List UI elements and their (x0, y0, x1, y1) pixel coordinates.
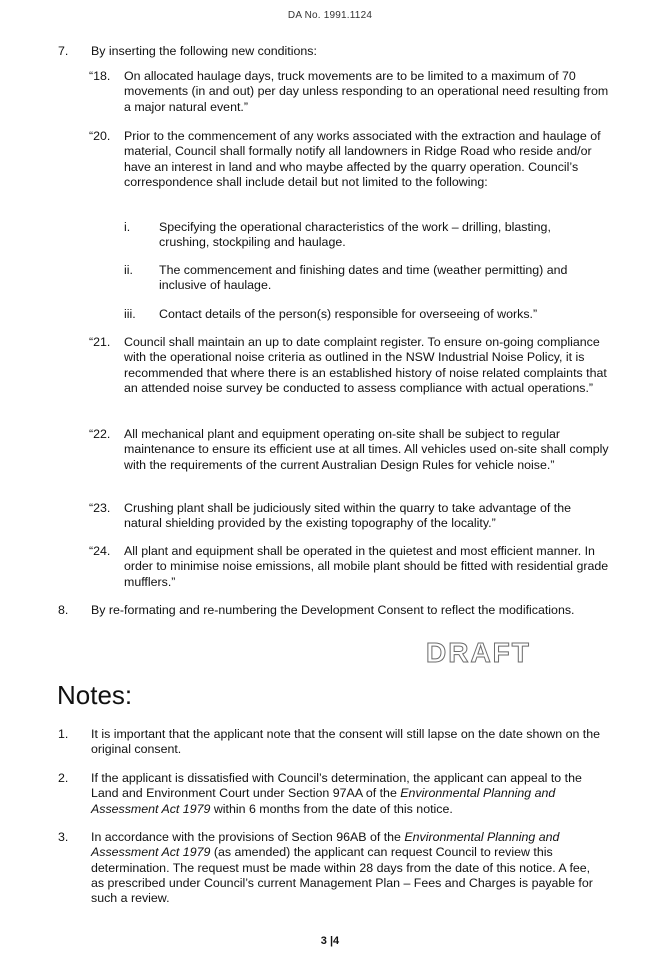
note-text: It is important that the applicant note that the consent will still lapse on the date shown on the original consent. (91, 727, 601, 757)
note-1 (58, 727, 603, 758)
note-number: 2. (58, 771, 69, 785)
note-2 (58, 771, 603, 817)
condition-number: “23. (89, 501, 111, 515)
condition-number: “22. (89, 427, 111, 441)
item-text: By inserting the following new conditions: (91, 44, 317, 58)
act-title: Environmental Planning and Assessment Act 1979 (91, 786, 556, 816)
condition-text: On allocated haulage days, truck movements are to be limited to a maximum of 70 movements (in and out) per day unless responding to an operational need resulting from a major natural event.” (124, 69, 609, 114)
condition-text: Council shall maintain an up to date complaint register. To ensure on-going compliance with the operational noise criteria as outlined in the NSW Industrial Noise Policy, it is recommended that where there is an established history of noise related complaints that an attended noise survey be conducted to assess compliance with actual operations.” (124, 335, 607, 395)
note-text-part: In accordance with the provisions of Section 96AB of the (91, 830, 405, 844)
notes-heading: Notes: (57, 680, 133, 710)
condition-text: All mechanical plant and equipment operating on-site shall be subject to regular maintenance to ensure its efficient use at all times. All vehicles used on-site shall comply with the requirements of the current Australian Design Rules for vehicle noise.” (124, 427, 609, 472)
condition-20 (89, 129, 609, 190)
condition-number: “18. (89, 69, 111, 83)
list-item-8 (58, 603, 603, 618)
condition-24 (89, 544, 609, 590)
condition-23 (89, 501, 609, 532)
subitem-i (124, 220, 594, 251)
subitem-text: Contact details of the person(s) responsible for overseeing of works.” (159, 307, 538, 321)
note-text (91, 830, 603, 906)
subitem-text: The commencement and finishing dates and time (weather permitting) and inclusive of haulage. (159, 263, 568, 293)
list-item-7 (58, 44, 603, 59)
condition-21 (89, 335, 609, 396)
item-number: 8. (58, 603, 69, 617)
condition-number: “21. (89, 335, 111, 349)
subitem-ii (124, 263, 594, 294)
note-text (91, 771, 603, 817)
note-number: 3. (58, 830, 69, 844)
page-number (0, 934, 660, 949)
note-3 (58, 830, 603, 906)
condition-22 (89, 427, 609, 473)
da-number: DA No. 1991.1124 (287, 10, 373, 21)
subitem-iii (124, 307, 594, 322)
condition-number: “20. (89, 129, 111, 143)
subitem-number: iii. (124, 307, 136, 321)
page-total: |4 (329, 935, 340, 947)
act-title: Environmental Planning and Assessment Act 1979 (91, 830, 560, 860)
page-current: 3 (320, 935, 327, 947)
note-number: 1. (58, 727, 69, 741)
condition-number: “24. (89, 544, 111, 558)
item-number: 7. (58, 44, 69, 58)
note-text-part: (as amended) the applicant can request Council to review this determination. The request must be made within 28 days from the date of this notice. A fee, as prescribed under Council’s current Management Plan – Fees and Charges is payable for such a review. (91, 845, 593, 906)
condition-text: Crushing plant shall be judiciously sited within the quarry to take advantage of the natural shielding provided by the existing topography of the locality.” (124, 501, 572, 531)
draft-stamp: DRAFT (426, 637, 531, 668)
condition-18 (89, 69, 609, 115)
condition-text: Prior to the commencement of any works associated with the extraction and haulage of material, Council shall formally notify all landowners in Ridge Road who reside and/or have an interest in land and who maybe affected by the quarry operation. Council’s correspondence shall include detail but not limited to the following: (124, 129, 601, 189)
note-text-part: If the applicant is dissatisfied with Council’s determination, the applicant can appeal to the Land and Environment Court under Section 97AA of the (91, 771, 582, 801)
item-text: By re-formating and re-numbering the Development Consent to reflect the modifications. (91, 603, 575, 617)
note-text-part: within 6 months from the date of this notice. (210, 801, 453, 816)
condition-text: All plant and equipment shall be operated in the quietest and most efficient manner. In order to minimise noise emissions, all mobile plant should be fitted with residential grade mufflers.” (124, 544, 609, 589)
subitem-number: i. (124, 220, 131, 234)
subitem-number: ii. (124, 263, 133, 277)
subitem-text: Specifying the operational characteristics of the work – drilling, blasting, crushing, stockpiling and haulage. (159, 220, 551, 250)
